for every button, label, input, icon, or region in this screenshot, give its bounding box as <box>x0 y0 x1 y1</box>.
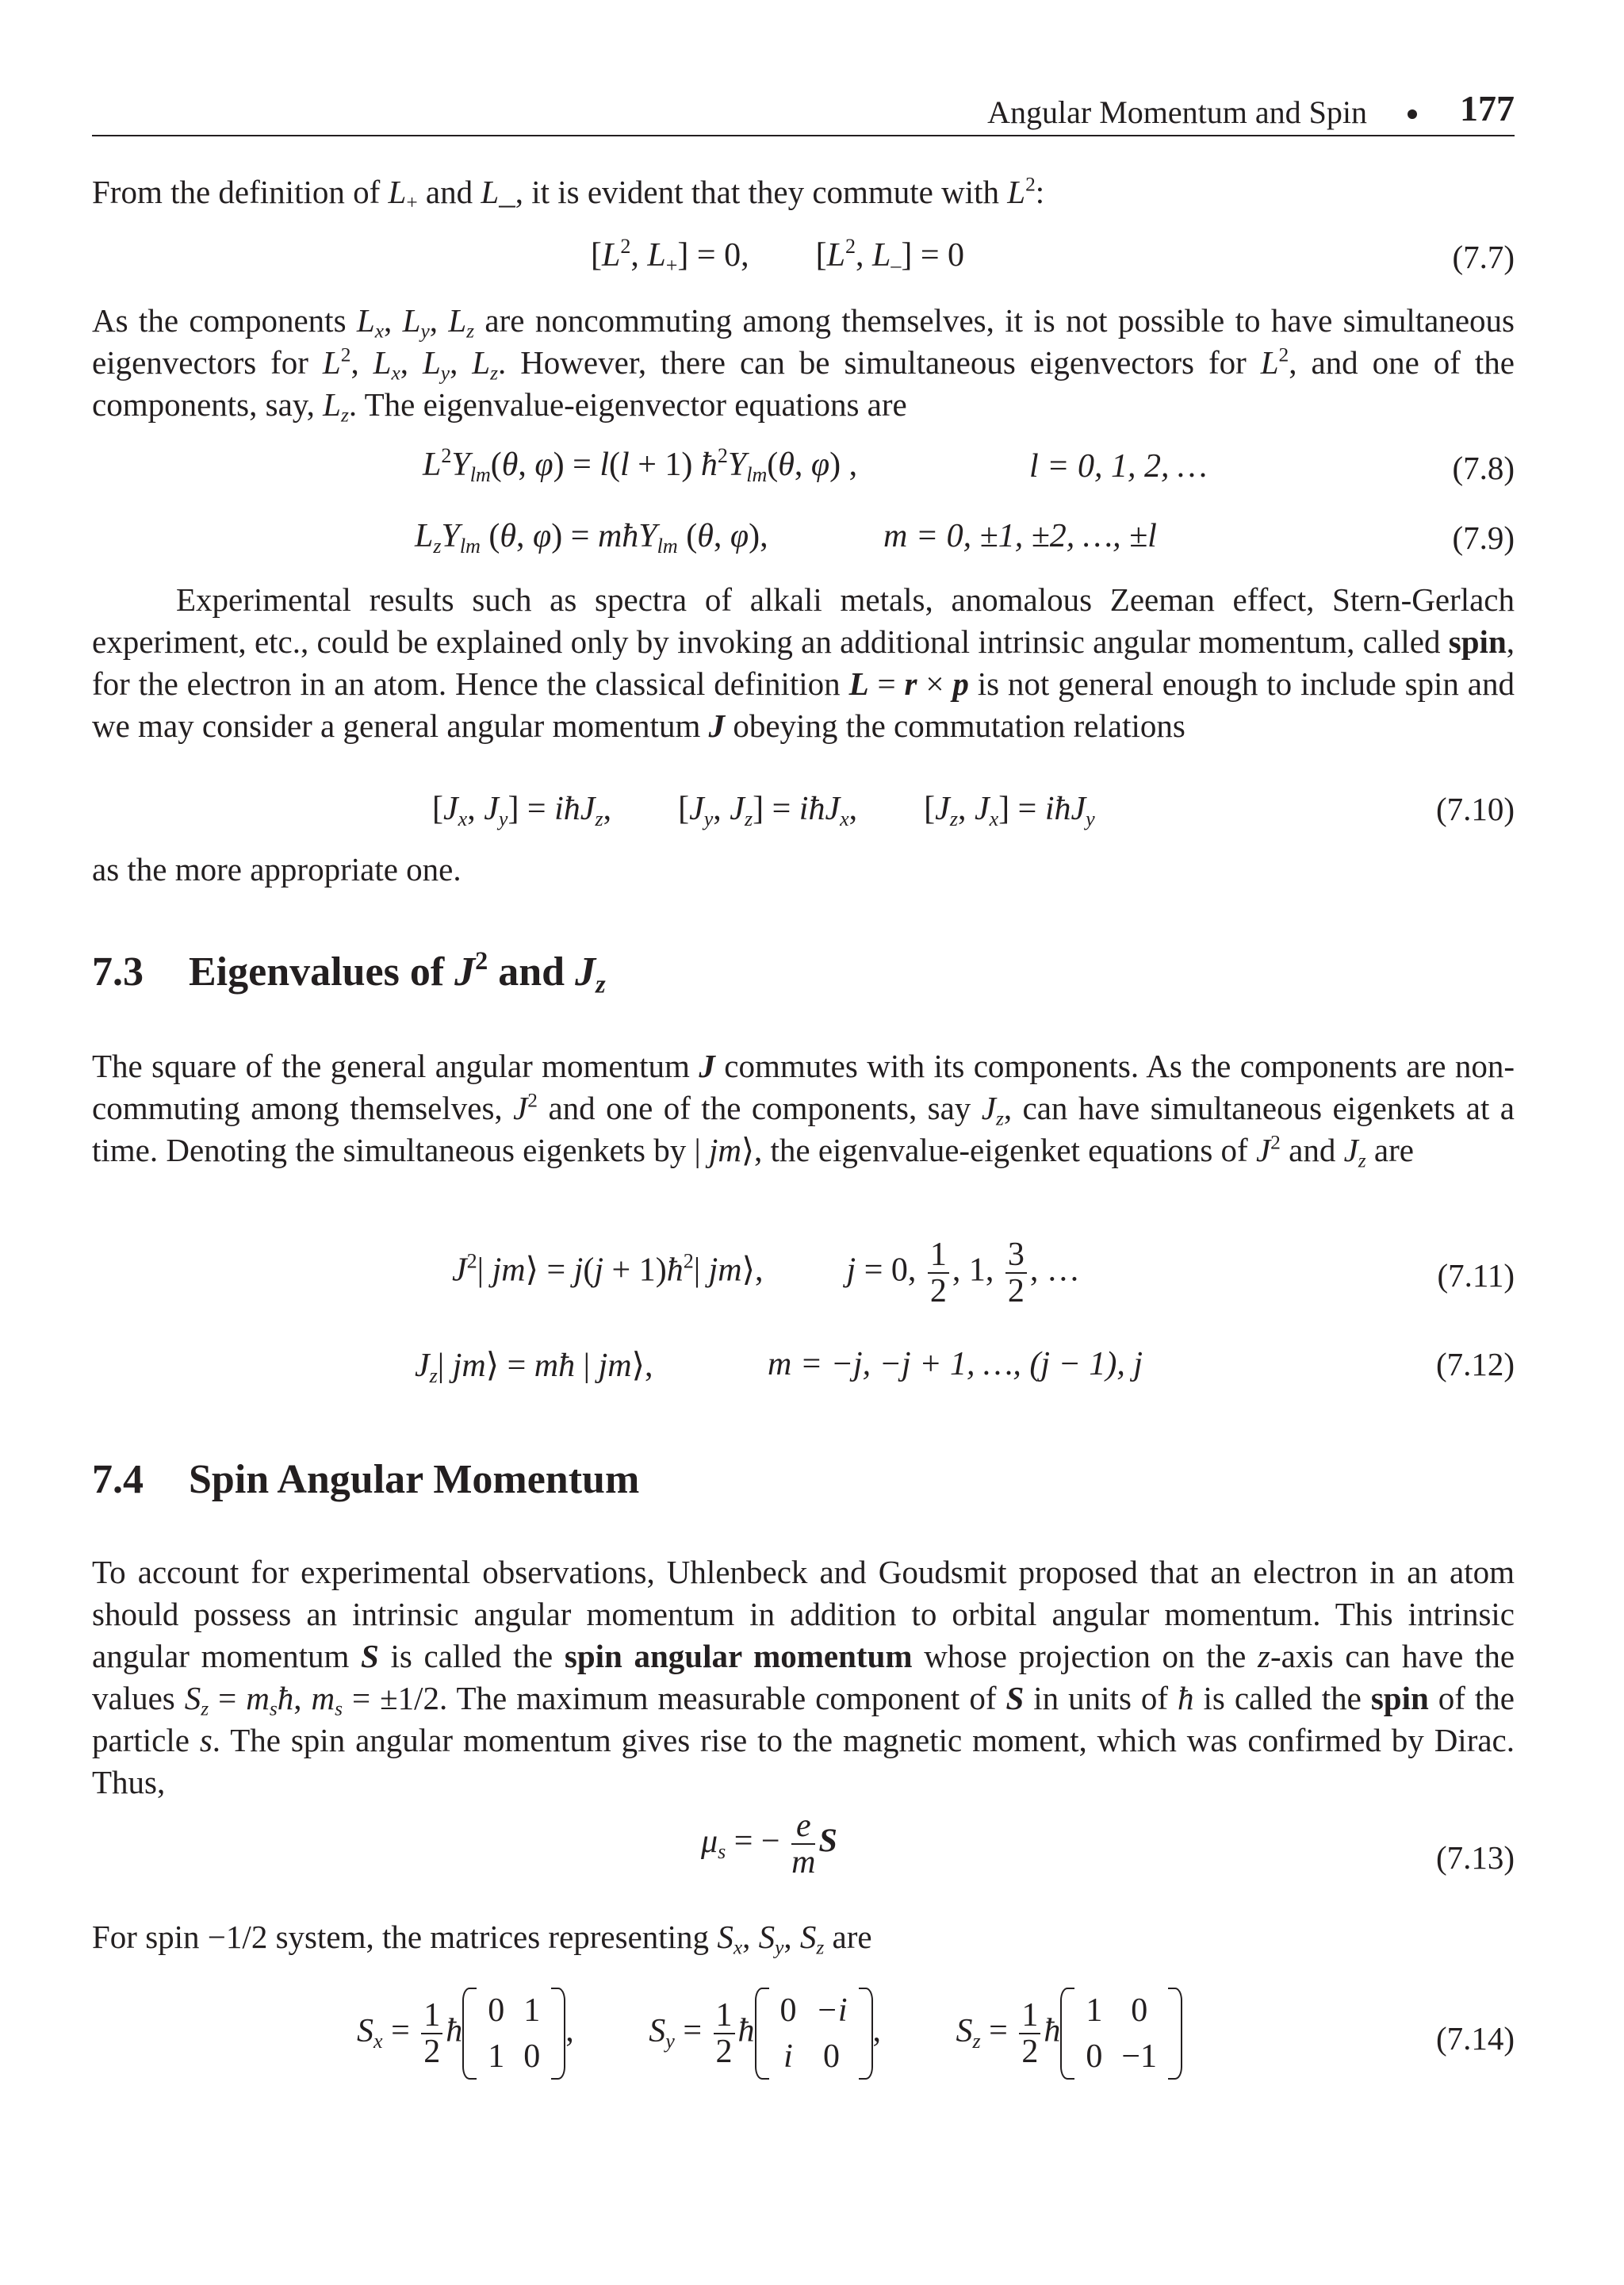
para6-text-b: is called the <box>378 1638 565 1674</box>
paragraph-3: Experimental results such as spectra of alkali metals, anomalous Zeeman effect, Stern-Gerlach experiment, etc., could be explained only by invoking an additional intrinsic angular momentum, called spin, for the electron in an atom. Hence the classical definition L = r × p is not general enough to include spin and we may consider a general angular momentum J obeying the commutation relations <box>92 581 1515 744</box>
para2-text-b: are noncommuting among themselves, it is not possible to have simultaneous eigenvectors for <box>92 302 1515 381</box>
equation-7-8: $L^2Y_{lm}(\theta$, φ) = l(l + 1) $ħ^2Y_{lm}(\theta$, φ) , <box>423 443 858 486</box>
equation-7-9: $L_zY_{lm}$ (θ, φ) = mħY$_{lm}$ (θ, φ), <box>415 518 768 558</box>
paragraph-5: The square of the general angular momentum J commutes with its components. As the components are non-commuting among themselves, $J^2$ and one of the components, say $J_z$, can have simultaneous eigenkets at a time. Denoting the simultaneous eigenkets by | jm⟩, the eigenvalue-eigenket equations of $J^2$ and $J_z$ are <box>92 1048 1515 1172</box>
equation-7-13: $\mu_s$ = − $\frac{e}{m}$ S <box>701 1808 837 1881</box>
section-title-a: Eigenvalues of <box>189 949 455 995</box>
equation-number: (7.11) <box>1437 1257 1515 1294</box>
para7-text-a: For spin −1/2 system, the matrices representing <box>92 1919 718 1955</box>
fraction-one-half: $\frac{1}{2}$ <box>1019 1998 1040 2069</box>
section-number: 7.3 <box>92 949 144 995</box>
para5-text-c: and one of the components, say <box>538 1090 982 1126</box>
fraction-one-half: $\frac{1}{2}$ <box>421 1998 442 2069</box>
para2-text-c: . However, there can be simultaneous eigenvectors for <box>497 344 1261 381</box>
para6-text-h: of the particle <box>92 1680 1515 1758</box>
para5-text-f: and <box>1280 1132 1344 1168</box>
fraction-three-halves: $\frac{3}{2}$ <box>1005 1237 1027 1309</box>
equation-7-12: $J_z|$ jm⟩ = mħ | jm⟩, <box>415 1348 653 1387</box>
section-number: 7.4 <box>92 1457 144 1502</box>
equation-number: (7.12) <box>1435 1346 1515 1382</box>
equation-7-9-condition: m = 0, ±1, ±2, …, ±l <box>883 518 1157 554</box>
para3-spin-term: spin <box>1448 623 1507 660</box>
para1-text-c: , it is evident that they commute with <box>515 174 1008 210</box>
page-number: 177 <box>1460 88 1515 128</box>
para5-text-b: commutes with its components. As the components are non-commuting among themselves, <box>92 1048 1515 1126</box>
running-title: Angular Momentum and Spin <box>987 94 1367 130</box>
para3-text-c: is not general enough to include spin and we may consider a general angular momentum <box>92 665 1515 744</box>
pauli-matrix-x: 0 1 1 0 <box>462 1988 565 2080</box>
para2-text-d: , and one of the components, say, <box>92 344 1515 423</box>
para5-text-a: The square of the general angular momentum <box>92 1048 699 1084</box>
para5-text-e: , the eigenvalue-eigenket equations of <box>753 1132 1256 1168</box>
equation-7-8-condition: l = 0, 1, 2, … <box>1029 448 1208 485</box>
paragraph-6: To account for experimental observations, Uhlenbeck and Goudsmit proposed that an electron in an atom should possess an intrinsic angular momentum in addition to orbital angular momentum. This intrinsic angular momentum S is called the spin angular momentum whose projection on the z-axis can have the values $S_z$ = $m_sħ$, $m_s = \pm 1/2$. The maximum measurable component of S in units of ħ is called the spin of the particle s. The spin angular momentum gives rise to the magnetic moment, which was confirmed by Dirac. Thus, <box>92 1554 1515 1800</box>
para6-text-f: in units of <box>1024 1680 1178 1716</box>
section-heading-7-3: 7.3 Eigenvalues of $J^2$ and $J_z$ <box>92 946 606 999</box>
equation-7-12-condition: m = −j, −j + 1, …, (j − 1), j <box>768 1346 1143 1382</box>
para6-bold-term: spin angular momentum <box>564 1638 913 1674</box>
para2-text-a: As the components <box>92 302 357 339</box>
paragraph-7: For spin −1/2 system, the matrices representing $S_x$, $S_y$, $S_z$ are <box>92 1919 872 1959</box>
section-heading-7-4 <box>92 1456 639 1503</box>
equation-7-7: [$L^2$, $L_+] = 0$, [$L^2$, $L_-] = 0$ <box>591 234 965 277</box>
para3-text-b: , for the electron in an atom. Hence the classical definition <box>92 623 1515 702</box>
equation-number: (7.10) <box>1435 791 1515 827</box>
equation-number: (7.13) <box>1435 1839 1515 1876</box>
equation-number: (7.7) <box>1452 239 1515 275</box>
equation-7-14: $S_x$ = $\frac{1}{2}$ ħ 0 1 1 0 , $S_y$ = $\frac{1}{2}$ ħ 0 −i i 0 , $S_z$ = $\frac{1}{2}$ ħ 1 0 0 −1 <box>357 1988 1182 2080</box>
para5-text-d: , can have simultaneous eigenkets at a time. Denoting the simultaneous eigenkets by <box>92 1090 1515 1168</box>
para3-text-d: obeying the commutation relations <box>725 707 1185 744</box>
paragraph-1: From the definition of $L_+$ and L_, it is evident that they commute with $L^2$: <box>92 173 1045 214</box>
para6-text-i: . The spin angular momentum gives rise to the magnetic moment, which was confirmed by Dirac. Thus, <box>92 1722 1515 1800</box>
equation-number: (7.9) <box>1452 519 1515 556</box>
paragraph-4: as the more appropriate one. <box>92 851 462 888</box>
para6-text-g: is called the <box>1193 1680 1371 1716</box>
pauli-matrix-y: 0 −i i 0 <box>755 1988 873 2080</box>
equation-number: (7.8) <box>1452 450 1515 486</box>
fraction-one-half: $\frac{1}{2}$ <box>928 1237 949 1309</box>
para5-text-g: are <box>1365 1132 1414 1168</box>
section-title-b: and <box>488 949 576 995</box>
para1-text-a: From the definition of <box>92 174 389 210</box>
bullet-icon <box>1408 109 1417 119</box>
fraction-e-over-m: $\frac{e}{m}$ <box>791 1808 816 1881</box>
pauli-matrix-z: 1 0 0 −1 <box>1060 1988 1182 2080</box>
equation-number: (7.14) <box>1435 2020 1515 2057</box>
para6-text-c: whose projection on the <box>912 1638 1258 1674</box>
para6-text-d: -axis can have the values <box>92 1638 1515 1716</box>
equation-7-11: $J^2|$ jm⟩ = $j(j + 1)ħ^2|$ jm⟩, j = 0, $\frac{1}{2}$ , 1, $\frac{3}{2}$ , … <box>452 1236 1080 1310</box>
para7-text-b: are <box>824 1919 872 1955</box>
fraction-one-half: $\frac{1}{2}$ <box>714 1998 735 2069</box>
para1-text-b: and <box>417 174 481 210</box>
paragraph-2: As the components $L_x$, $L_y$, $L_z$ are noncommuting among themselves, it is not possible to have simultaneous eigenvectors for $L^2$, $L_x$, $L_y$, $L_z$. However, there can be simultaneous eigenvectors for $L^2$, and one of the components, say, $L_z$. The eigenvalue-eigenvector equations are <box>92 302 1515 427</box>
para6-spin-term: spin <box>1370 1680 1429 1716</box>
equation-7-10: [$J_x$, $J_y$] = iħJ$_z$, [$J_y$, $J_z$] = iħJ$_x$, [$J_z$, $J_x$] = iħJ$_y$ <box>432 791 1095 830</box>
para3-text-a: Experimental results such as spectra of alkali metals, anomalous Zeeman effect, Stern-Gerlach experiment, etc., could be explained only by invoking an additional intrinsic angular momentum, called <box>92 581 1515 660</box>
para2-text-e: . The eigenvalue-eigenvector equations are <box>348 386 907 423</box>
section-title: Spin Angular Momentum <box>189 1457 640 1502</box>
para6-text-a: To account for experimental observations, Uhlenbeck and Goudsmit proposed that an electron in an atom should possess an intrinsic angular momentum in addition to orbital angular momentum. This intrinsic angular momentum <box>92 1554 1515 1674</box>
running-head <box>92 87 1515 136</box>
para6-text-e: . The maximum measurable component of <box>439 1680 1006 1716</box>
